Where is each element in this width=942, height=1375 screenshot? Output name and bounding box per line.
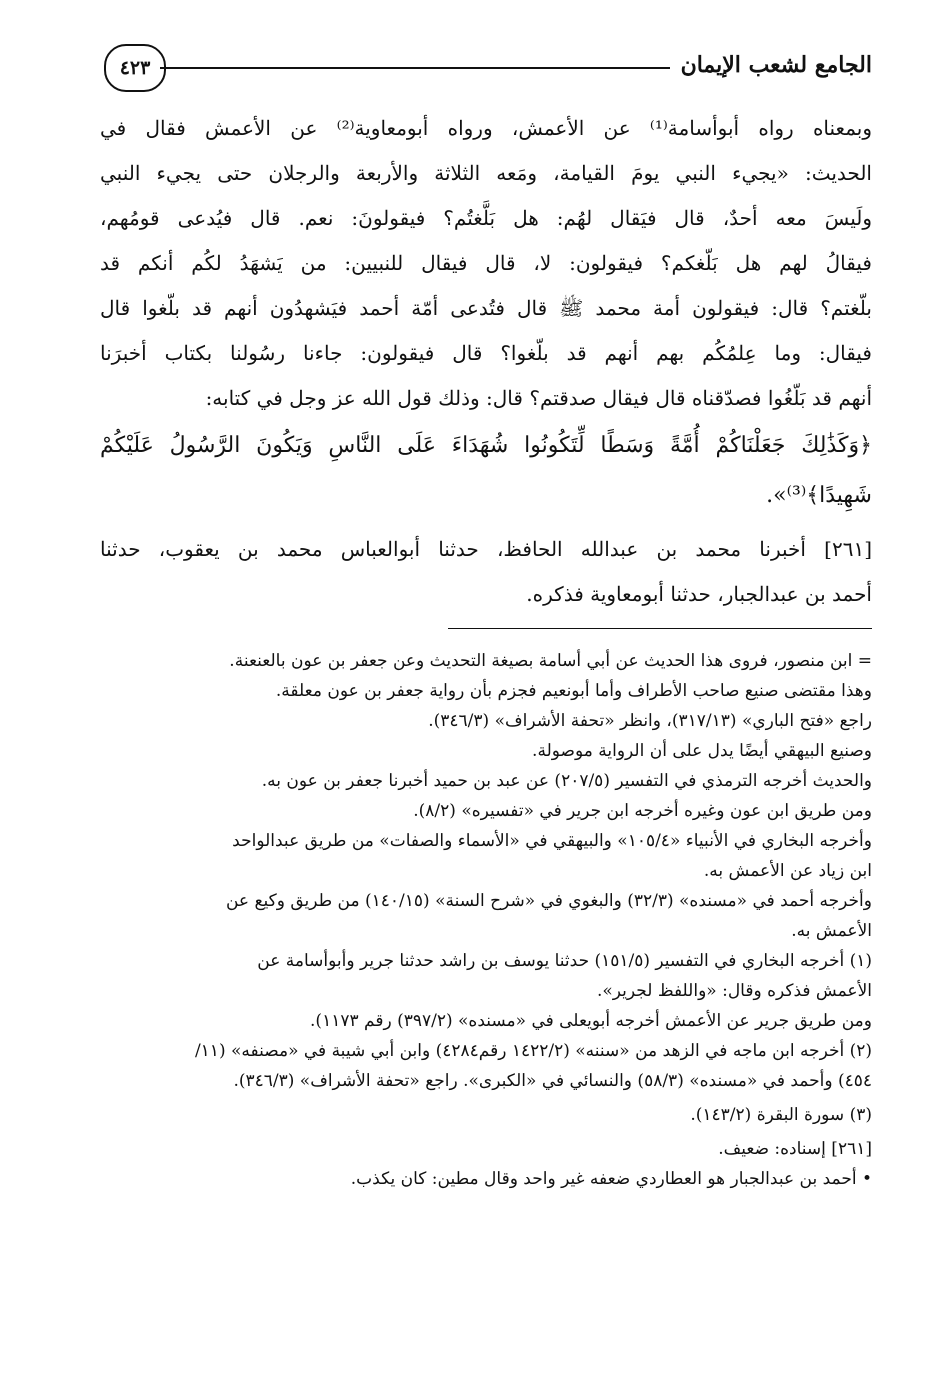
footnote-line: وأخرجه البخاري في الأنبياء «١٠٥/٤» والبيهقي في «الأسماء والصفات» من طريق عبدالواحد <box>232 831 872 851</box>
footnotes <box>100 646 872 1194</box>
isnad-grade: [٢٦١] إسناده: ضعيف. <box>718 1139 872 1159</box>
footnote-line: ابن زياد عن الأعمش به. <box>703 861 872 881</box>
verse-line: شَهِيدًا﴾⁽³⁾». <box>766 483 872 508</box>
hadith-261 <box>100 527 872 617</box>
footnote-line: ومن طريق ابن عون وغيره أخرجه ابن جرير في «تفسيره» (٨/٢). <box>413 801 872 821</box>
text-line: فيقالُ لهم هل بَلّغكم؟ فيقولون: لا، قال فيقال للنبيين: من يَشهَدُ لكُم أنكم قد <box>100 251 872 275</box>
text-line: وبمعناه رواه أبوأسامة⁽¹⁾ عن الأعمش، ورواه أبومعاوية⁽²⁾ عن الأعمش فقال في <box>100 116 872 140</box>
text-line: فيقال: وما عِلمُكُم بهم أنهم قد بلّغوا؟ قال فيقولون: جاءنا رسُولنا بكتاب أخبرَنا <box>100 341 872 365</box>
footnote-line: الأعمش به. <box>791 921 872 941</box>
header-rule <box>160 67 670 69</box>
footnote-line: وأخرجه أحمد في «مسنده» (٣٢/٣) والبغوي في «شرح السنة» (١٤٠/١٥) من طريق وكيع عن <box>225 891 872 911</box>
footnote-continuation <box>100 646 872 946</box>
text-line: [٢٦١] أخبرنا محمد بن عبدالله الحافظ، حدثنا أبوالعباس محمد بن يعقوب، حدثنا <box>100 537 872 561</box>
footnote-line: = ابن منصور، فروى هذا الحديث عن أبي أسامة بصيغة التحديث وعن جعفر بن عون بالعنعنة. <box>229 651 872 671</box>
text-line: ولَيسَ معه أحدٌ، قال فيَقال لهُم: هل بَلَّغتُم؟ فيقولونَ: نعم. قال فيُدعى قومُهم، <box>100 206 872 230</box>
footnote-1 <box>100 946 872 1036</box>
text-line: أحمد بن عبدالجبار، حدثنا أبومعاوية فذكره. <box>526 582 872 606</box>
footnote-line: (١) أخرجه البخاري في التفسير (١٥١/٥) حدثنا يوسف بن راشد حدثنا جرير وأبوأسامة عن <box>257 951 872 971</box>
footnote-line: ومن طريق جرير عن الأعمش أخرجه أبويعلى في «مسنده» (٣٩٧/٢) رقم ١١٧٣). <box>310 1011 872 1031</box>
verse-line: ﴿وَكَذَٰلِكَ جَعَلْنَاكُمْ أُمَّةً وَسَطًا لِّتَكُونُوا شُهَدَاءَ عَلَى النَّاسِ وَيَكُونَ الرَّسُولُ عَلَيْكُمْ <box>100 433 872 458</box>
text-line: بلّغتم؟ قال: فيقولون أمة محمد ﷺ قال فتُدعى أمّة أحمد فيَشهدُون أنهم قد بلّغوا قال <box>100 296 872 320</box>
text-line: أنهم قد بَلّغُوا فصدّقناه قال فيقال صدقتم؟ قال: وذلك قول الله عز وجل في كتابه: <box>205 386 872 410</box>
footnote-3: (٣) سورة البقرة (١٤٣/٢). <box>690 1105 872 1125</box>
narrator-note: • أحمد بن عبدالجبار هو العطاردي ضعفه غير واحد وقال مطين: كان يكذب. <box>350 1169 872 1189</box>
footnote-line: وصنيع البيهقي أيضًا يدل على أن الرواية موصولة. <box>532 741 872 761</box>
main-text <box>100 106 872 617</box>
footnote-line: وهذا مقتضى صنيع صاحب الأطراف وأما أبونعيم فجزم بأن رواية جعفر بن عون معلقة. <box>275 681 872 701</box>
footnote-line: راجع «فتح الباري» (٣١٧/١٣)، وانظر «تحفة الأشراف» (٣٤٦/٣). <box>428 711 872 731</box>
footnote-2 <box>100 1036 872 1096</box>
footnote-line: (٢) أخرجه ابن ماجه في الزهد من «سننه» (١٤٢٢/٢ رقم٤٢٨٤) وابن أبي شيبة في «مصنفه» (١١/ <box>194 1041 872 1061</box>
footnote-line: الأعمش فذكره وقال: «واللفظ لجرير». <box>596 981 872 1001</box>
narration-paragraph <box>100 106 872 421</box>
footnote-line: ٤٥٤) وأحمد في «مسنده» (٥٨/٣) والنسائي في «الكبرى». راجع «تحفة الأشراف» (٣٤٦/٣). <box>233 1071 872 1091</box>
text-line: الحديث: «يجيء النبي يومَ القيامة، ومَعه الثلاثة والأربعة والرجلان حتى يجيء النبي <box>100 161 872 185</box>
quran-verse <box>100 421 872 521</box>
footnote-line: والحديث أخرجه الترمذي في التفسير (٢٠٧/٥) عن عبد بن حميد أخبرنا جعفر بن عون به. <box>261 771 872 791</box>
footnote-separator <box>448 628 872 629</box>
running-title: الجامع لشعب الإيمان <box>680 52 872 78</box>
page-number: ٤٢٣ <box>104 44 166 92</box>
